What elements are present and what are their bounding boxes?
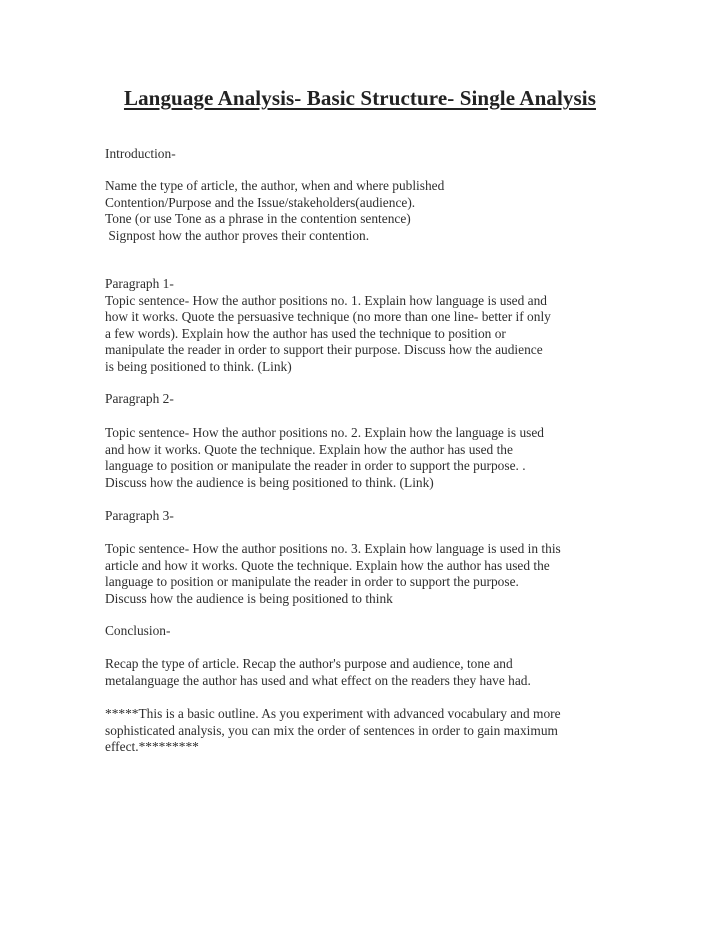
section-heading: Paragraph 2- [105, 391, 174, 406]
text-line: language to position or manipulate the reader in order to support the purpose. . [105, 458, 526, 473]
paragraph2-section [105, 425, 625, 491]
text-line: is being positioned to think. (Link) [105, 358, 292, 374]
text-line: metalanguage the author has used and what effect on the readers they have had. [105, 672, 531, 688]
text-line: Topic sentence- How the author positions no. 3. Explain how language is used in this [105, 541, 561, 556]
note-section [105, 706, 625, 756]
text-line: and how it works. Quote the technique. Explain how the author has used the [105, 441, 513, 457]
paragraph2-heading [105, 391, 625, 408]
text-line: Contention/Purpose and the Issue/stakeholders(audience). [105, 194, 416, 210]
text-line: sophisticated analysis, you can mix the order of sentences in order to gain maximum [105, 722, 558, 738]
introduction-heading [105, 146, 625, 163]
document-title: Language Analysis- Basic Structure- Single Analysis [123, 86, 597, 110]
section-heading: Paragraph 1- [105, 276, 174, 291]
paragraph1-section [105, 276, 625, 375]
text-line: manipulate the reader in order to support their purpose. Discuss how the audience [105, 342, 543, 357]
text-line: Topic sentence- How the author positions no. 2. Explain how the language is used [105, 425, 545, 440]
text-line: Tone (or use Tone as a phrase in the contention sentence) [105, 211, 411, 226]
text-line: Topic sentence- How the author positions no. 1. Explain how language is used and [105, 292, 547, 308]
paragraph3-section [105, 541, 625, 607]
text-line: language to position or manipulate the reader in order to support the purpose. [105, 574, 519, 589]
section-heading: Paragraph 3- [105, 508, 174, 523]
text-line: a few words). Explain how the author has used the technique to position or [105, 325, 506, 341]
text-line: Discuss how the audience is being positioned to think [105, 590, 393, 606]
text-line: Recap the type of article. Recap the author's purpose and audience, tone and [105, 656, 513, 671]
text-line: Signpost how the author proves their contention. [105, 227, 370, 243]
introduction-section [105, 178, 625, 244]
section-heading: Conclusion- [105, 623, 171, 638]
text-line: how it works. Quote the persuasive technique (no more than one line- better if only [105, 309, 551, 324]
conclusion-heading [105, 623, 625, 640]
section-heading: Introduction- [105, 146, 176, 161]
text-line: *****This is a basic outline. As you experiment with advanced vocabulary and more [105, 706, 561, 721]
text-line: article and how it works. Quote the technique. Explain how the author has used the [105, 557, 550, 573]
text-line: Discuss how the audience is being positioned to think. (Link) [105, 474, 434, 490]
paragraph3-heading [105, 508, 625, 525]
conclusion-section [105, 656, 625, 689]
text-line: effect.********* [105, 739, 199, 754]
text-line: Name the type of article, the author, when and where published [105, 178, 445, 193]
